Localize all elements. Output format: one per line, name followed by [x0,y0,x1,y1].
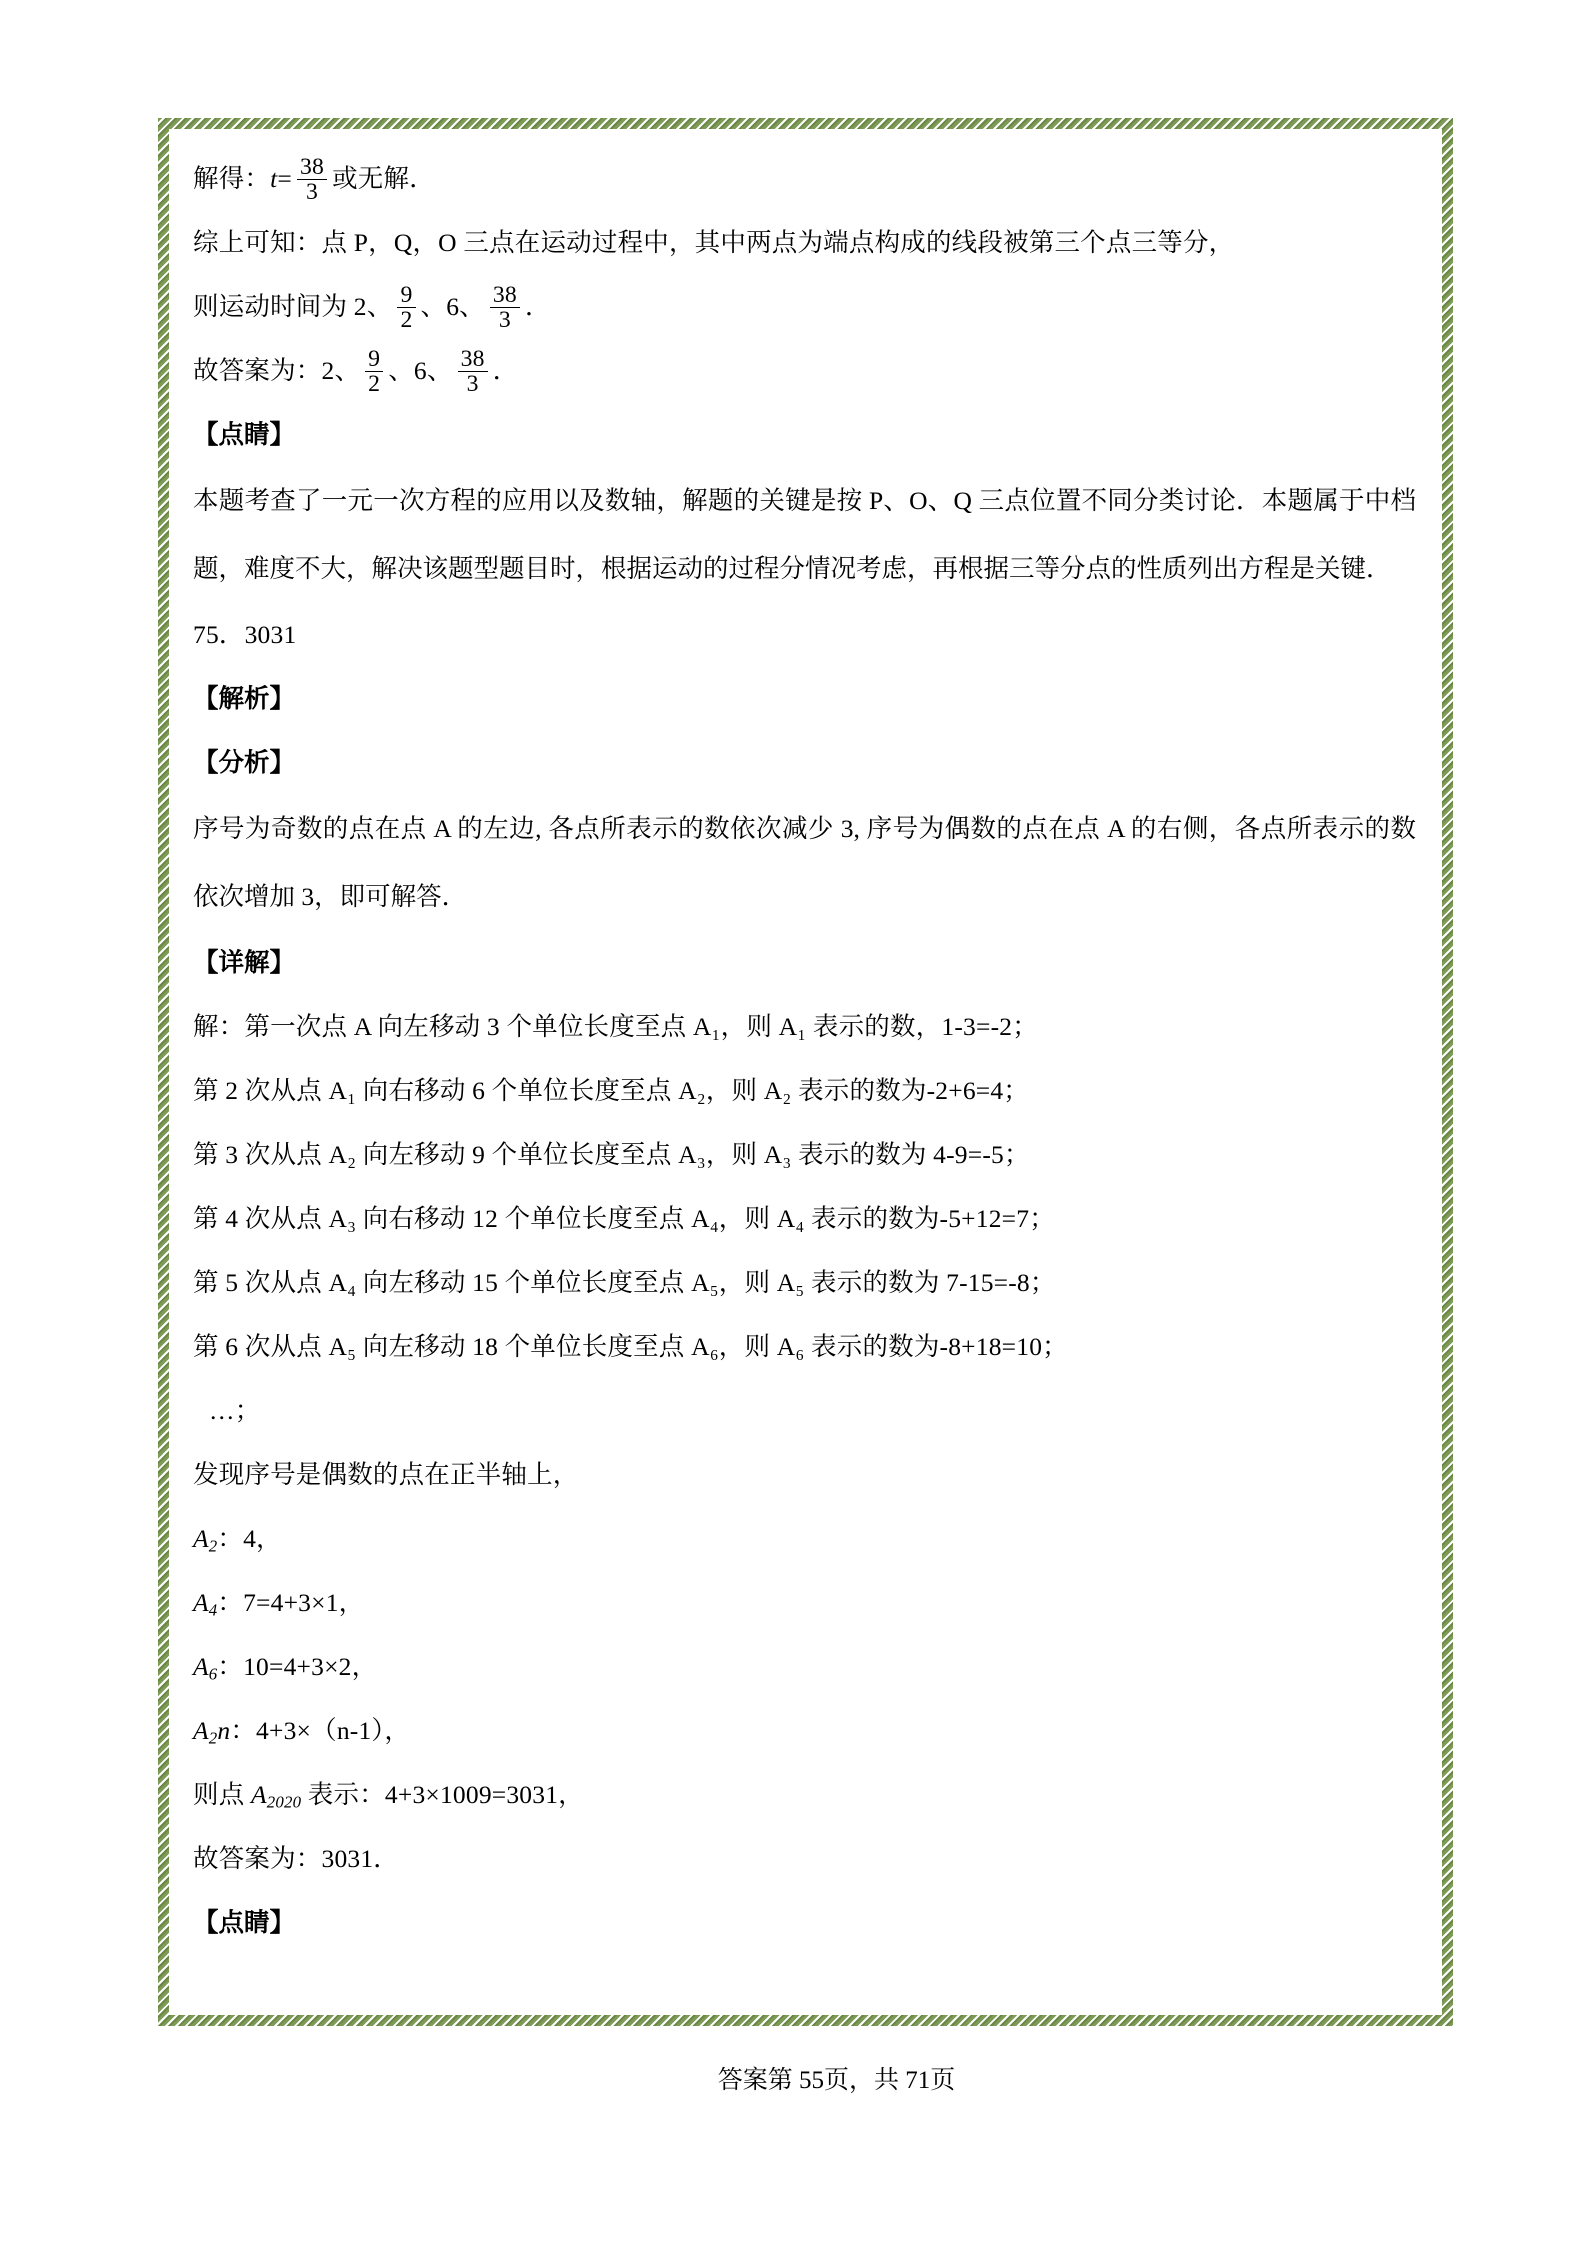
fraction-38-3 [297,155,327,204]
text-prefix: 解得： [193,164,271,193]
heading-dianjing-1: 【点睛】 [193,421,296,449]
line-final-expression [193,1763,1416,1827]
a2n-subscript: 2 [208,1728,218,1748]
answer-suffix: ． [492,356,519,385]
solution-step-4: 第 4 次从点 A₃ 向右移动 12 个单位长度至点 A₄，则 A₄ 表示的数为-5+12=7； [193,1204,1055,1233]
final-prefix: 则点 [193,1780,251,1809]
fraction-numerator: 38 [300,154,325,181]
a2-value: ：4， [217,1524,282,1553]
a2-subscript: 2 [208,1536,218,1556]
page-footer [0,2060,1587,2096]
motion-times-suffix: ． [524,292,551,321]
solution-step-6: 第 6 次从点 A₅ 向左移动 18 个单位长度至点 A₆，则 A₆ 表示的数为-8+18=10； [193,1332,1068,1361]
final-subscript: 2020 [266,1792,302,1812]
paragraph-summary: 本题考查了一元一次方程的应用以及数轴，解题的关键是按 P、O、Q 三点位置不同分类讨论．本题属于中档题，难度不大，解决该题型题目时，根据运动的过程分情况考虑，再根据三等分点的性质列出方程是关键． [193,486,1416,583]
a2n-label: A [193,1716,209,1745]
answer-mid: 、6、 [388,356,453,385]
final-label: A [250,1780,267,1809]
question-number-75: 75．3031 [193,620,297,649]
a4-subscript: 4 [208,1600,218,1620]
line-ellipsis: …； [209,1396,261,1425]
fraction-denominator: 3 [297,179,327,204]
heading-xiangjie: 【详解】 [193,949,296,977]
paragraph-analysis: 序号为奇数的点在点 A 的左边, 各点所表示的数依次减少 3, 序号为偶数的点在点 A 的右侧，各点所表示的数依次增加 3，即可解答． [193,814,1416,911]
fraction-denominator: 3 [490,307,520,332]
a2-label: A [193,1524,209,1553]
line-answer-fractions [193,339,1416,403]
fraction-denominator: 2 [397,307,415,332]
a2n-value: ：4+3×（n-1）， [230,1716,411,1745]
a6-subscript: 6 [208,1664,218,1684]
line-motion-times [193,275,1416,339]
line-a6 [193,1635,1416,1699]
a2n-variable: n [217,1716,231,1745]
fraction-numerator: 38 [492,282,517,309]
heading-fenxi: 【分析】 [193,749,296,777]
solution-step-2: 第 2 次从点 A₁ 向右移动 6 个单位长度至点 A₂，则 A₂ 表示的数为-2+6=4； [193,1076,1029,1105]
solution-step-5: 第 5 次从点 A₄ 向左移动 15 个单位长度至点 A₅，则 A₅ 表示的数为 7-15=-8； [193,1268,1056,1297]
content-inner [169,129,1442,2015]
line-observation: 发现序号是偶数的点在正半轴上， [193,1460,579,1489]
heading-jiexi: 【解析】 [193,685,296,713]
motion-times-mid: 、6、 [420,292,485,321]
equals-sign: = [277,164,292,193]
a4-value: ：7=4+3×1， [217,1588,365,1617]
line-solution-result [193,147,1416,211]
fraction-9-2 [365,347,383,396]
fraction-numerator: 9 [368,346,381,373]
line-a2n [193,1699,1416,1763]
line-final-answer: 故答案为：3031． [193,1844,400,1873]
variable-t: t [270,164,278,193]
fraction-9-2 [397,283,415,332]
fraction-38-3 [490,283,520,332]
solution-step-3: 第 3 次从点 A₂ 向左移动 9 个单位长度至点 A₃，则 A₃ 表示的数为 4-9=-5； [193,1140,1030,1169]
bordered-content-box [158,118,1453,2026]
final-rest: 表示：4+3×1009=3031， [301,1780,584,1809]
answer-prefix: 故答案为：2、 [193,356,361,385]
solution-step-1: 解：第一次点 A 向左移动 3 个单位长度至点 A₁，则 A₁ 表示的数，1-3=-2； [193,1012,1038,1041]
a4-label: A [193,1588,209,1617]
fraction-denominator: 3 [458,371,488,396]
fraction-numerator: 9 [400,282,413,309]
fraction-38-3 [458,347,488,396]
line-a2 [193,1507,1416,1571]
line-a4 [193,1571,1416,1635]
fraction-numerator: 38 [460,346,485,373]
footer-page-indicator: 答案第 55页，共 71页 [717,2067,956,2094]
a6-value: ：10=4+3×2， [217,1652,378,1681]
text-suffix: 或无解． [332,164,435,193]
heading-dianjing-2: 【点睛】 [193,1909,296,1937]
motion-times-prefix: 则运动时间为 2、 [193,292,393,321]
line-conclusion: 综上可知：点 P，Q，O 三点在运动过程中，其中两点为端点构成的线段被第三个点三等分， [193,228,1235,257]
a6-label: A [193,1652,209,1681]
fraction-denominator: 2 [365,371,383,396]
